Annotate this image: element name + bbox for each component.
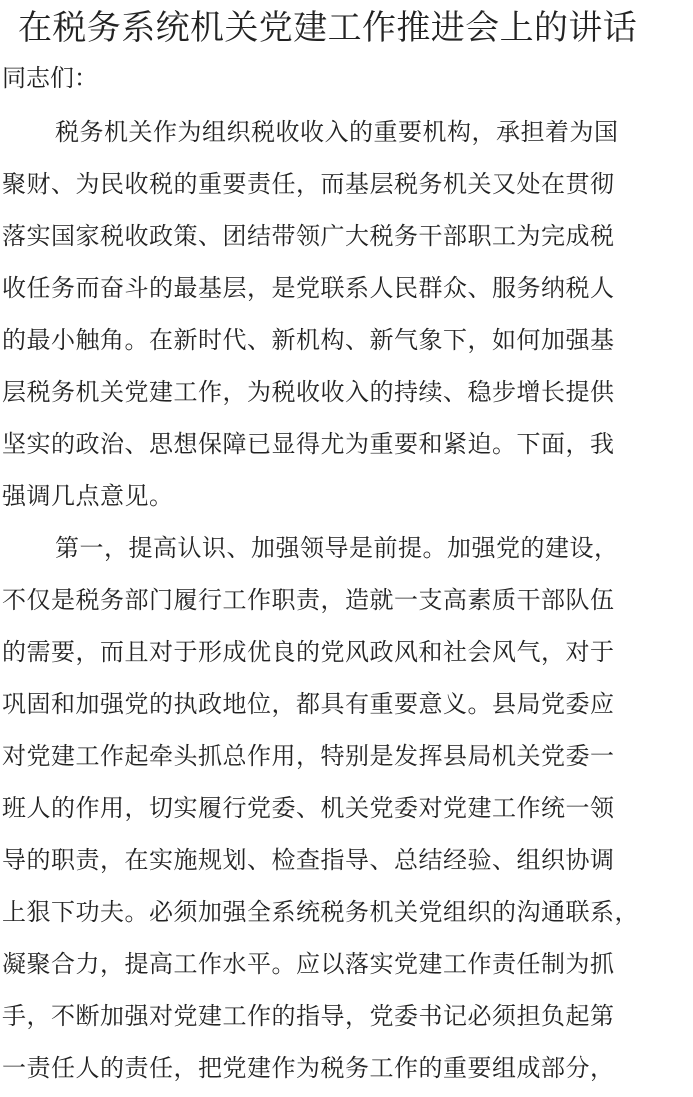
document-body [2, 114, 693, 1097]
paragraph-line: 的需要，而且对于形成优良的党风政风和社会风气，对于 [2, 638, 615, 666]
paragraph-2 [2, 530, 693, 1097]
paragraph-line: 一责任人的责任，把党建作为税务工作的重要组成部分， [2, 1054, 615, 1082]
paragraph-line: 凝聚合力，提高工作水平。应以落实党建工作责任制为抓 [2, 950, 615, 978]
paragraph-line: 聚财、为民收税的重要责任，而基层税务机关又处在贯彻 [2, 170, 615, 198]
paragraph-line: 对党建工作起牵头抓总作用，特别是发挥县局机关党委一 [2, 742, 615, 770]
paragraph-line: 的最小触角。在新时代、新机构、新气象下，如何加强基 [2, 326, 615, 354]
paragraph-line: 强调几点意见。 [2, 482, 174, 510]
paragraph-line: 手，不断加强对党建工作的指导，党委书记必须担负起第 [2, 1002, 615, 1030]
paragraph-line: 巩固和加强党的执政地位，都具有重要意义。县局党委应 [2, 690, 615, 718]
paragraph-line: 不仅是税务部门履行工作职责，造就一支高素质干部队伍 [2, 586, 615, 614]
paragraph-line: 层税务机关党建工作，为税收收入的持续、稳步增长提供 [2, 378, 615, 406]
paragraph-line: 上狠下功夫。必须加强全系统税务机关党组织的沟通联系， [2, 898, 639, 926]
paragraph-1 [2, 114, 693, 530]
paragraph-line: 导的职责，在实施规划、检查指导、总结经验、组织协调 [2, 846, 615, 874]
paragraph-line: 落实国家税收政策、团结带领广大税务干部职工为完成税 [2, 222, 615, 250]
paragraph-line: 第一，提高认识、加强领导是前提。加强党的建设， [55, 534, 619, 562]
paragraph-line: 收任务而奋斗的最基层，是党联系人民群众、服务纳税人 [2, 274, 615, 302]
paragraph-line: 税务机关作为组织税收收入的重要机构，承担着为国 [55, 118, 619, 146]
paragraph-line: 班人的作用，切实履行党委、机关党委对党建工作统一领 [2, 794, 615, 822]
document-title: 在税务系统机关党建工作推进会上的讲话 [18, 8, 638, 48]
paragraph-line: 坚实的政治、思想保障已显得尤为重要和紧迫。下面，我 [2, 430, 615, 458]
greeting: 同志们： [2, 64, 98, 92]
